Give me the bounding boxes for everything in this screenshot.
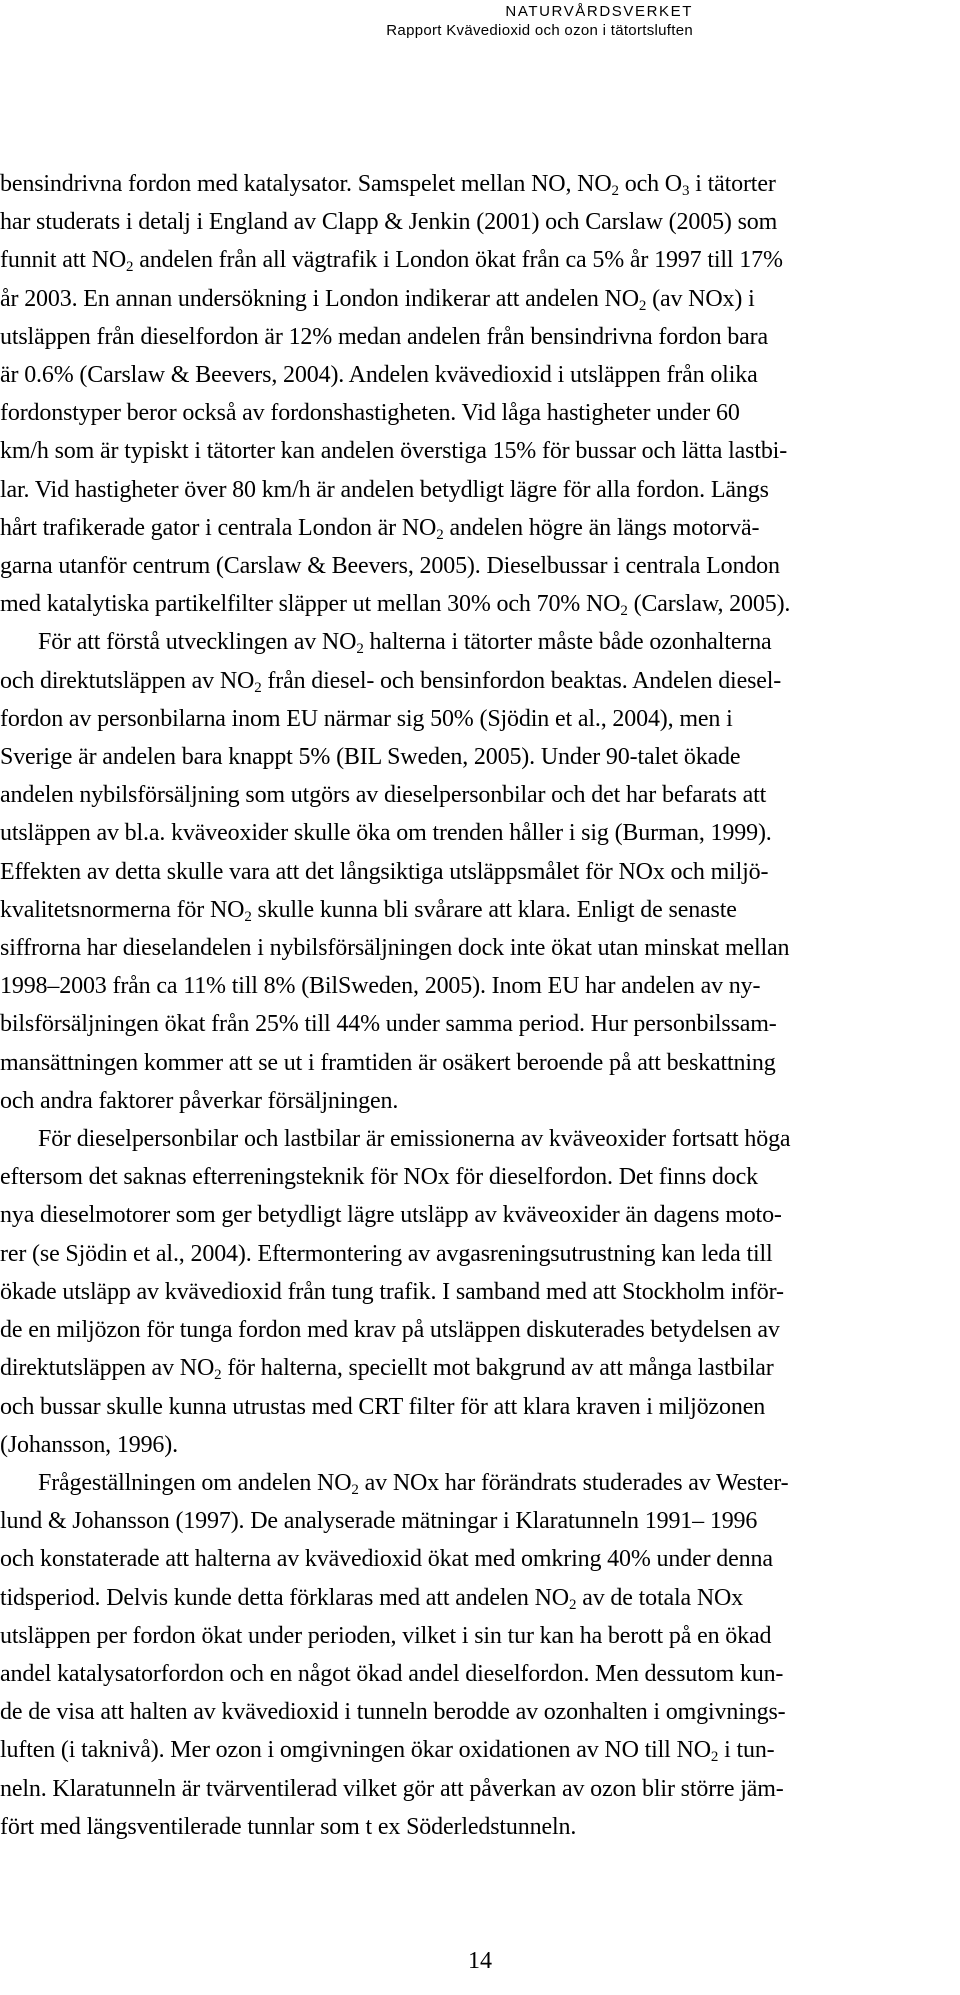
text-run: utsläppen per fordon ökat under perioden, vilket i sin tur kan ha berott på en ökad: [0, 1622, 772, 1649]
text-line: [0, 1196, 955, 1234]
text-run: garna utanför centrum (Carslaw & Beevers, 2005). Dieselbussar i centrala London: [0, 553, 780, 580]
text-line: [0, 1540, 955, 1578]
text-run: eftersom det saknas efterreningsteknik för NOx för dieselfordon. Det finns dock: [0, 1164, 758, 1191]
text-run: halterna i tätorter måste både ozonhalterna: [363, 629, 772, 656]
text-run: lar. Vid hastigheter över 80 km/h är andelen betydligt lägre för alla fordon. Längs: [0, 476, 769, 503]
text-run: För dieselpersonbilar och lastbilar är emissionerna av kväveoxider fortsatt höga: [38, 1126, 791, 1153]
text-run: nya dieselmotorer som ger betydligt lägre utsläpp av kväveoxider än dagens moto-: [0, 1202, 782, 1229]
text-line: [0, 280, 955, 318]
text-line: [0, 356, 955, 394]
text-line: [0, 1005, 955, 1043]
text-run: luften (i taknivå). Mer ozon i omgivningen ökar oxidationen av NO till NO: [0, 1737, 711, 1764]
text-line: [0, 662, 955, 700]
header-organization: NATURVÅRDSVERKET: [505, 3, 693, 20]
subscript: 2: [254, 679, 262, 696]
text-line: [0, 1502, 955, 1540]
text-line: [0, 891, 955, 929]
text-line: [0, 929, 955, 967]
text-line: [0, 1426, 955, 1464]
text-line: [0, 318, 955, 356]
text-line: [0, 1158, 955, 1196]
text-run: Effekten av detta skulle vara att det långsiktiga utsläppsmålet för NOx och miljö-: [0, 858, 769, 885]
text-run: i tätorter: [689, 171, 776, 197]
text-line: [0, 394, 955, 432]
text-run: och direktutsläppen av NO: [0, 667, 255, 694]
text-line: [0, 967, 955, 1005]
text-line: [0, 1655, 955, 1693]
subscript: 2: [710, 1749, 719, 1766]
subscript: 2: [126, 259, 134, 276]
text-line: [0, 1617, 955, 1655]
text-run: fört med längsventilerade tunnlar som t ex Söderledstunneln.: [0, 1813, 577, 1840]
text-run: från diesel- och bensinfordon beaktas. Andelen diesel-: [261, 667, 782, 694]
text-run: Sverige är andelen bara knappt 5% (BIL Sweden, 2005). Under 90-talet ökade: [0, 744, 741, 771]
text-line: [0, 1693, 955, 1731]
text-run: kvalitetsnormerna för NO: [0, 896, 245, 923]
text-run: rer (se Sjödin et al., 2004). Eftermontering av avgasreningsutrustning kan leda till: [0, 1240, 773, 1267]
text-line: [0, 738, 955, 776]
text-line: [0, 1808, 955, 1846]
body-text: [0, 165, 955, 1846]
text-run: (Carslaw, 2005).: [627, 591, 791, 618]
text-line: [0, 547, 955, 585]
text-run: 1998–2003 från ca 11% till 8% (BilSweden, 2005). Inom EU har andelen av ny-: [0, 973, 761, 1000]
text-run: bensindrivna fordon med katalysator. Samspelet mellan NO, NO: [0, 171, 612, 197]
text-run: skulle kunna bli svårare att klara. Enligt de senaste: [251, 896, 737, 923]
text-run: siffrorna har dieselandelen i nybilsförsäljningen dock inte ökat utan minskat mellan: [0, 935, 790, 962]
text-run: fordon av personbilarna inom EU närmar sig 50% (Sjödin et al., 2004), men i: [0, 705, 733, 732]
text-run: med katalytiska partikelfilter släpper ut mellan 30% och 70% NO: [0, 591, 621, 618]
text-run: (av NOx) i: [646, 285, 755, 312]
paragraph-2: [0, 623, 955, 1120]
text-line: [0, 1731, 955, 1769]
subscript: 3: [682, 183, 690, 199]
page-number: 14: [468, 1948, 492, 1974]
text-run: och O: [618, 171, 682, 197]
text-run: av de totala NOx: [576, 1584, 744, 1611]
text-run: bilsförsäljningen ökat från 25% till 44% under samma period. Hur personbilssam-: [0, 1011, 777, 1038]
text-run: fordonstyper beror också av fordonshastigheten. Vid låga hastigheter under 60: [0, 400, 740, 427]
text-line: [0, 471, 955, 509]
text-run: och bussar skulle kunna utrustas med CRT filter för att klara kraven i miljözonen: [0, 1393, 766, 1420]
text-run: de en miljözon för tunga fordon med krav på utsläppen diskuterades betydelsen av: [0, 1317, 780, 1344]
text-run: är 0.6% (Carslaw & Beevers, 2004). Andelen kvävedioxid i utsläppen från olika: [0, 362, 758, 389]
text-line: [0, 853, 955, 891]
text-line: [0, 700, 955, 738]
text-line: [0, 776, 955, 814]
text-run: andelen nybilsförsäljning som utgörs av dieselpersonbilar och det har befarats att: [0, 782, 767, 809]
text-run: mansättningen kommer att se ut i framtiden är osäkert beroende på att beskattning: [0, 1049, 776, 1076]
text-run: km/h som är typiskt i tätorter kan andelen överstiga 15% för bussar och lätta lastbi-: [0, 438, 788, 465]
text-run: neln. Klaratunneln är tvärventilerad vilket gör att påverkan av ozon blir större jäm-: [0, 1775, 784, 1802]
text-run: hårt trafikerade gator i centrala London är NO: [0, 514, 437, 541]
text-run: Frågeställningen om andelen NO: [38, 1469, 352, 1496]
header-report-title: Rapport Kvävedioxid och ozon i tätortsluften: [386, 22, 693, 39]
text-run: utsläppen av bl.a. kväveoxider skulle öka om trenden håller i sig (Burman, 1999).: [0, 820, 772, 847]
text-line: [0, 432, 955, 470]
text-run: För att förstå utvecklingen av NO: [38, 629, 357, 656]
page-header: [293, 2, 693, 40]
text-run: och andra faktorer påverkar försäljningen.: [0, 1087, 399, 1114]
text-line: [0, 1388, 955, 1426]
text-run: och konstaterade att halterna av kvävedioxid ökat med omkring 40% under denna: [0, 1546, 773, 1573]
text-line: [0, 1770, 955, 1808]
subscript: 2: [638, 297, 647, 314]
text-run: andelen högre än längs motorvä-: [443, 514, 760, 541]
subscript: 2: [351, 1481, 359, 1498]
text-line: [0, 165, 955, 203]
text-run: lund & Johansson (1997). De analyserade mätningar i Klaratunneln 1991– 1996: [0, 1508, 758, 1535]
paragraph-1: [0, 165, 955, 623]
subscript: 2: [214, 1367, 222, 1384]
text-run: för halterna, speciellt mot bakgrund av att många lastbilar: [221, 1355, 774, 1382]
text-run: år 2003. En annan undersökning i London indikerar att andelen NO: [0, 285, 639, 312]
subscript: 2: [436, 526, 444, 543]
text-run: andel katalysatorfordon och en något ökad andel dieselfordon. Men dessutom kun-: [0, 1660, 784, 1687]
text-run: de de visa att halten av kvävedioxid i tunneln berodde av ozonhalten i omgivnings-: [0, 1699, 786, 1726]
subscript: 2: [244, 908, 252, 925]
text-line: [0, 241, 955, 279]
text-line: [0, 203, 955, 241]
text-run: utsläppen från dieselfordon är 12% medan andelen från bensindrivna fordon bara: [0, 323, 769, 350]
text-run: funnit att NO: [0, 247, 127, 274]
text-run: andelen från all vägtrafik i London ökat från ca 5% år 1997 till 17%: [133, 247, 783, 274]
paragraph-3: [0, 1120, 955, 1464]
text-run: av NOx har förändrats studerades av Wester-: [358, 1469, 789, 1496]
subscript: 2: [620, 603, 628, 620]
paragraph-4: [0, 1464, 955, 1846]
text-line: [0, 1273, 955, 1311]
subscript: 2: [611, 183, 619, 199]
text-run: tidsperiod. Delvis kunde detta förklaras med att andelen NO: [0, 1584, 569, 1611]
text-line: [0, 1464, 955, 1502]
text-line: [0, 1120, 955, 1158]
subscript: 2: [356, 641, 364, 658]
subscript: 2: [568, 1596, 577, 1613]
text-line: [0, 1235, 955, 1273]
text-line: [0, 1579, 955, 1617]
text-line: [0, 814, 955, 852]
text-run: har studerats i detalj i England av Clapp & Jenkin (2001) och Carslaw (2005) som: [0, 209, 778, 236]
text-line: [0, 509, 955, 547]
text-line: [0, 1349, 955, 1387]
text-run: direktutsläppen av NO: [0, 1355, 215, 1382]
text-run: i tun-: [718, 1737, 775, 1764]
text-line: [0, 1082, 955, 1120]
text-line: [0, 1044, 955, 1082]
text-line: [0, 1311, 955, 1349]
text-run: (Johansson, 1996).: [0, 1431, 178, 1458]
text-run: ökade utsläpp av kvävedioxid från tung trafik. I samband med att Stockholm inför-: [0, 1278, 784, 1305]
text-line: [0, 585, 955, 623]
text-line: [0, 623, 955, 661]
